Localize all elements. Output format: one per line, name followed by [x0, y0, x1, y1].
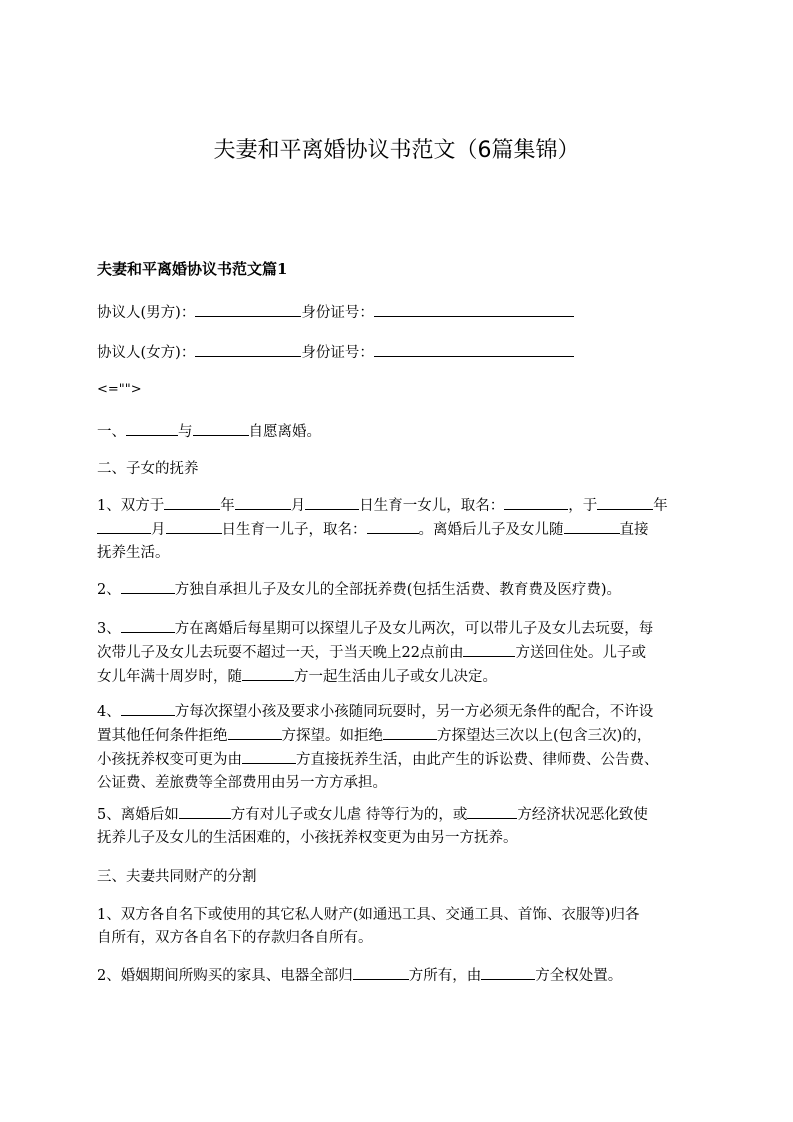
text-fragment: 女儿年满十周岁时，随: [97, 669, 242, 685]
text-fragment: 方独自承担儿子及女儿的全部抚养费(包括生活费、教育费及医疗费)。: [174, 582, 622, 598]
text-fragment: 5、离婚后如: [97, 807, 179, 823]
blank-field: [179, 803, 231, 819]
text-fragment: 月: [151, 522, 166, 538]
text-fragment: 年: [653, 498, 668, 514]
text-fragment: 4、: [97, 704, 121, 720]
text-fragment: 2、婚姻期间所购买的家具、电器全部归: [97, 968, 353, 984]
paragraph-2-2: [97, 578, 703, 602]
text-fragment: 年: [220, 498, 235, 514]
text-fragment: 一、: [97, 424, 126, 440]
text-fragment: 方全权处置。: [535, 968, 623, 984]
paragraph-3-1: [97, 904, 703, 950]
blank-field: [164, 494, 220, 510]
text-fragment: 自所有，双方各自名下的存款归各自所有。: [97, 930, 373, 946]
blank-field: [467, 803, 517, 819]
text-fragment: 公证费、差旅费等全部费用由另一方方承担。: [97, 775, 387, 791]
text-fragment: 抚养儿子及女儿的生活困难的，小孩抚养权变更为由另一方抚养。: [97, 830, 518, 846]
blank-field: [374, 301, 574, 317]
text-fragment: 次带儿子及女儿去玩耍不超过一天，于当天晚上22点前由: [97, 645, 464, 661]
blank-field: [97, 518, 151, 534]
party-male-id-label: 身份证号：: [301, 305, 374, 321]
text-fragment: 自愿离婚。: [248, 424, 321, 440]
document-title: 夫妻和平离婚协议书范文（6篇集锦）: [213, 138, 580, 163]
text-fragment: 置其他任何条件拒绝: [97, 728, 228, 744]
blank-field: [235, 494, 291, 510]
section-three-heading: 三、夫妻共同财产的分割: [97, 869, 257, 885]
blank-field: [353, 964, 409, 980]
blank-field: [367, 518, 419, 534]
paragraph-2-1: [97, 494, 703, 565]
paragraph-2-5: [97, 803, 703, 850]
text-fragment: 方每次探望小孩及要求小孩随同玩耍时，另一方必须无条件的配合，不许设: [174, 704, 654, 720]
blank-field: [166, 518, 222, 534]
paragraph-2-3: [97, 617, 703, 689]
text-fragment: 方探望达三次以上(包含三次)的，: [437, 728, 652, 744]
blank-field: [463, 641, 515, 657]
text-fragment: 方在离婚后每星期可以探望儿子及女儿两次，可以带儿子及女儿去玩耍，每: [174, 621, 654, 637]
blank-field: [121, 700, 175, 716]
paragraph-3-2: [97, 964, 703, 988]
text-fragment: 直接: [619, 522, 649, 538]
party-female-label: 协议人(女方)：: [97, 345, 196, 361]
text-fragment: 方直接抚养生活，由此产生的诉讼费、律师费、公告费、: [296, 752, 659, 768]
section-two-heading: 二、子女的抚养: [97, 461, 199, 477]
text-fragment: 方所有，由: [408, 968, 482, 984]
blank-field: [195, 301, 301, 317]
text-fragment: 抚养生活。: [97, 545, 170, 561]
clause-one: [97, 420, 703, 444]
text-fragment: 方一起生活由儿子或女儿决定。: [294, 669, 497, 685]
stray-text: <="">: [97, 382, 142, 397]
blank-field: [597, 494, 653, 510]
party-male-line: [97, 301, 703, 325]
paragraph-2-4: [97, 700, 703, 795]
text-fragment: 方经济状况恶化致使: [517, 807, 648, 823]
text-fragment: 2、: [97, 582, 121, 598]
blank-field: [305, 494, 359, 510]
text-fragment: 1、双方各自名下或使用的其它私人财产(如通迅工具、交通工具、首饰、衣服等)归各: [97, 907, 640, 923]
text-fragment: 月: [290, 498, 306, 514]
blank-field: [242, 748, 296, 764]
blank-field: [374, 341, 574, 357]
blank-field: [126, 420, 178, 436]
text-fragment: 日生育一儿子，取名：: [221, 522, 367, 538]
blank-field: [193, 420, 249, 436]
party-female-line: [97, 341, 703, 365]
blank-field: [383, 724, 437, 740]
text-fragment: 方探望。如拒绝: [281, 728, 383, 744]
section-heading: 夫妻和平离婚协议书范文篇1: [97, 260, 288, 278]
party-male-label: 协议人(男方)：: [97, 305, 196, 321]
text-fragment: 方送回住处。儿子或: [515, 645, 646, 661]
blank-field: [195, 341, 301, 357]
text-fragment: 3、: [97, 621, 121, 637]
blank-field: [121, 578, 175, 594]
blank-field: [481, 964, 535, 980]
text-fragment: 与: [178, 424, 193, 440]
text-fragment: 日生育一女儿，取名：: [359, 498, 505, 514]
text-fragment: 1、双方于: [97, 498, 165, 514]
text-fragment: 方有对儿子或女儿虐 待等行为的，或: [230, 807, 468, 823]
text-fragment: 。离婚后儿子及女儿随: [418, 522, 564, 538]
blank-field: [564, 518, 620, 534]
blank-field: [504, 494, 568, 510]
party-female-id-label: 身份证号：: [301, 345, 374, 361]
blank-field: [242, 665, 294, 681]
blank-field: [121, 617, 175, 633]
text-fragment: ，于: [568, 498, 598, 514]
blank-field: [228, 724, 282, 740]
text-fragment: 小孩抚养权变可更为由: [97, 752, 242, 768]
